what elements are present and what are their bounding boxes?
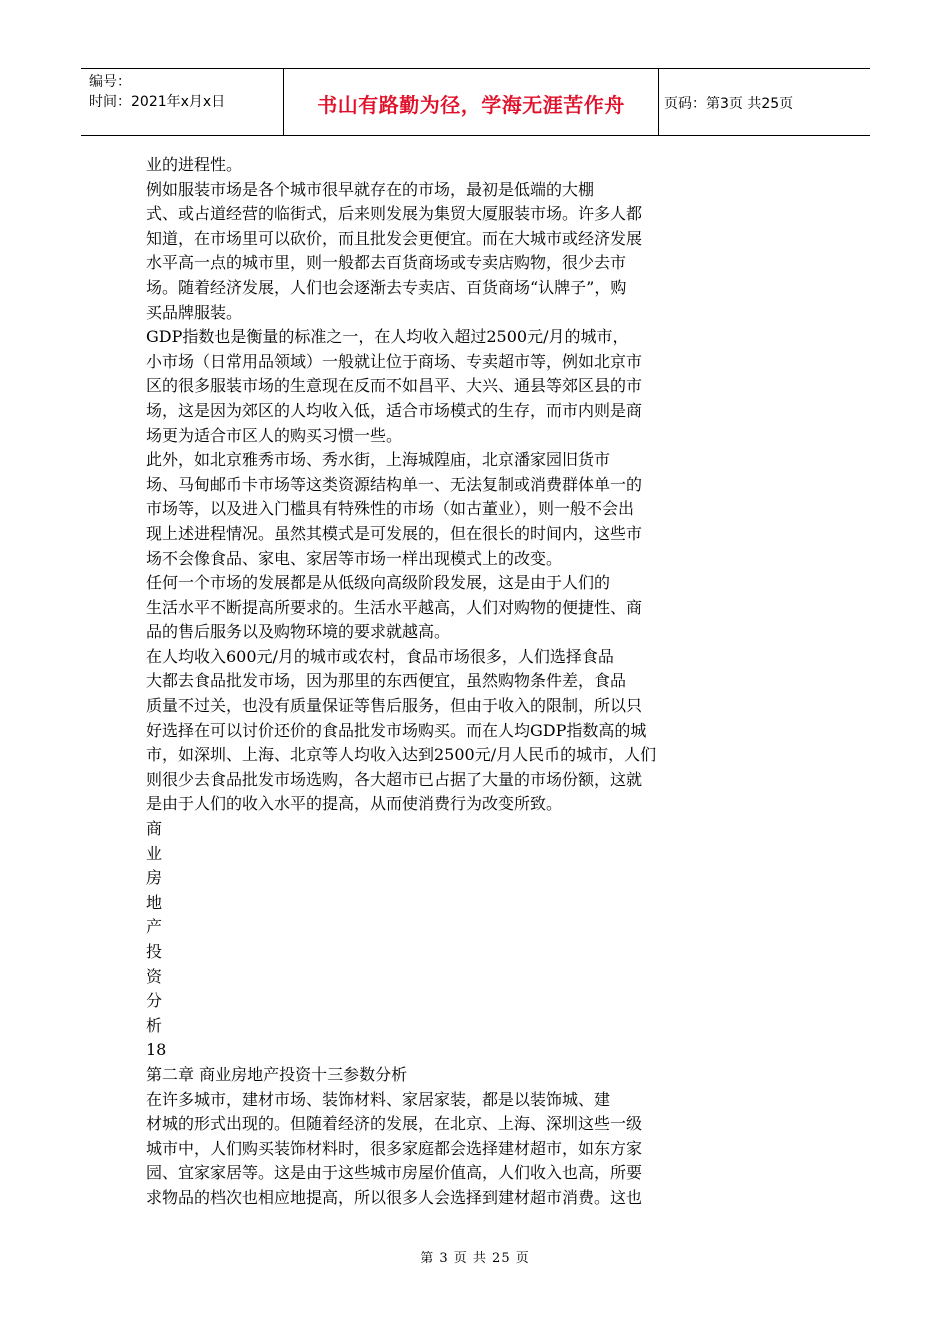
text-line: 场不会像食品、家电、家居等市场一样出现模式上的改变。 bbox=[146, 548, 563, 568]
text-line: 园、宜家家居等。这是由于这些城市房屋价值高，人们收入也高，所要 bbox=[146, 1163, 643, 1183]
text-line: 则很少去食品批发市场选购，各大超市已占据了大量的市场份额，这就 bbox=[146, 769, 643, 789]
text-line: 在人均收入600元/月的城市或农村，食品市场很多，人们选择食品 bbox=[146, 646, 614, 666]
page-header bbox=[81, 68, 870, 136]
text-line: 式、或占道经营的临街式，后来则发展为集贸大厦服装市场。许多人都 bbox=[146, 204, 643, 224]
text-line: 品的售后服务以及购物环境的要求就越高。 bbox=[146, 622, 451, 642]
text-line: 知道，在市场里可以砍价，而且批发会更便宜。而在大城市或经济发展 bbox=[146, 228, 643, 248]
text-line: 大都去食品批发市场，因为那里的东西便宜，虽然购物条件差，食品 bbox=[146, 671, 627, 691]
text-line: 买品牌服装。 bbox=[146, 302, 243, 322]
text-line: 场更为适合市区人的购买习惯一些。 bbox=[146, 425, 403, 445]
text-line: 在许多城市，建材市场、装饰材料、家居家装，都是以装饰城、建 bbox=[146, 1089, 611, 1109]
text-line: 此外，如北京雅秀市场、秀水街，上海城隍庙，北京潘家园旧货市 bbox=[146, 450, 611, 470]
text-line: 市，如深圳、上海、北京等人均收入达到2500元/月人民币的城市，人们 bbox=[146, 745, 657, 765]
document-body bbox=[146, 153, 761, 1211]
text-line: 材城的形式出现的。但随着经济的发展，在北京、上海、深圳这些一级 bbox=[146, 1114, 643, 1134]
text-line: 产 bbox=[146, 917, 163, 937]
text-line: 生活水平不断提高所要求的。生活水平越高，人们对购物的便捷性、商 bbox=[146, 597, 643, 617]
text-line: 析 bbox=[146, 1015, 163, 1035]
text-line: 资 bbox=[146, 966, 163, 986]
text-line: 投 bbox=[146, 942, 163, 961]
header-meta bbox=[81, 69, 284, 135]
text-line: 求物品的档次也相应地提高，所以很多人会选择到建材超市消费。这也 bbox=[146, 1187, 643, 1207]
header-page-cell bbox=[659, 69, 870, 135]
text-line: 现上述进程情况。虽然其模式是可发展的，但在很长的时间内，这些市 bbox=[146, 523, 643, 543]
page-info: 页码：第3页 共25页 bbox=[664, 96, 794, 112]
text-line: 场，这是因为郊区的人均收入低，适合市场模式的生存，而市内则是商 bbox=[146, 400, 643, 420]
text-line: 质量不过关，也没有质量保证等售后服务，但由于收入的限制，所以只 bbox=[146, 696, 643, 716]
page-footer: 第 3 页 共 25 页 bbox=[420, 1251, 530, 1266]
number-label: 编号： bbox=[89, 74, 131, 90]
text-line: 18 bbox=[146, 1040, 167, 1060]
text-line: 场。随着经济发展，人们也会逐渐去专卖店、百货商场“认牌子”，购 bbox=[146, 277, 627, 297]
text-line: 场、马甸邮币卡市场等这类资源结构单一、无法复制或消费群体单一的 bbox=[146, 474, 643, 494]
text-line: 商 bbox=[146, 819, 163, 839]
text-line: 城市中，人们购买装饰材料时，很多家庭都会选择建材超市，如东方家 bbox=[146, 1138, 643, 1158]
text-line: 第二章 商业房地产投资十三参数分析 bbox=[146, 1064, 408, 1084]
text-line: 小市场（日常用品领域）一般就让位于商场、专卖超市等，例如北京市 bbox=[146, 351, 643, 371]
text-line: 分 bbox=[146, 991, 163, 1011]
text-line: 例如服装市场是各个城市很早就存在的市场，最初是低端的大棚 bbox=[146, 179, 595, 199]
text-line: 业 bbox=[146, 843, 163, 863]
text-line: 业的进程性。 bbox=[146, 155, 243, 174]
header-motto-cell bbox=[284, 69, 659, 135]
text-line: 区的很多服装市场的生意现在反而不如昌平、大兴、通县等郊区县的市 bbox=[146, 376, 643, 396]
motto-text: 书山有路勤为径，学海无涯苦作舟 bbox=[317, 92, 625, 117]
text-line: 好选择在可以讨价还价的食品批发市场购买。而在人均GDP指数高的城 bbox=[146, 720, 647, 740]
text-line: GDP指数也是衡量的标准之一，在人均收入超过2500元/月的城市， bbox=[146, 327, 629, 347]
text-line: 任何一个市场的发展都是从低级向高级阶段发展，这是由于人们的 bbox=[146, 573, 611, 593]
time-label: 时间：2021年x月x日 bbox=[89, 94, 226, 110]
text-line: 水平高一点的城市里，则一般都去百货商场或专卖店购物，很少去市 bbox=[146, 253, 627, 273]
text-line: 是由于人们的收入水平的提高，从而使消费行为改变所致。 bbox=[146, 794, 563, 814]
text-line: 地 bbox=[146, 892, 163, 912]
text-line: 房 bbox=[146, 868, 163, 888]
text-line: 市场等，以及进入门槛具有特殊性的市场（如古董业），则一般不会出 bbox=[146, 499, 635, 519]
